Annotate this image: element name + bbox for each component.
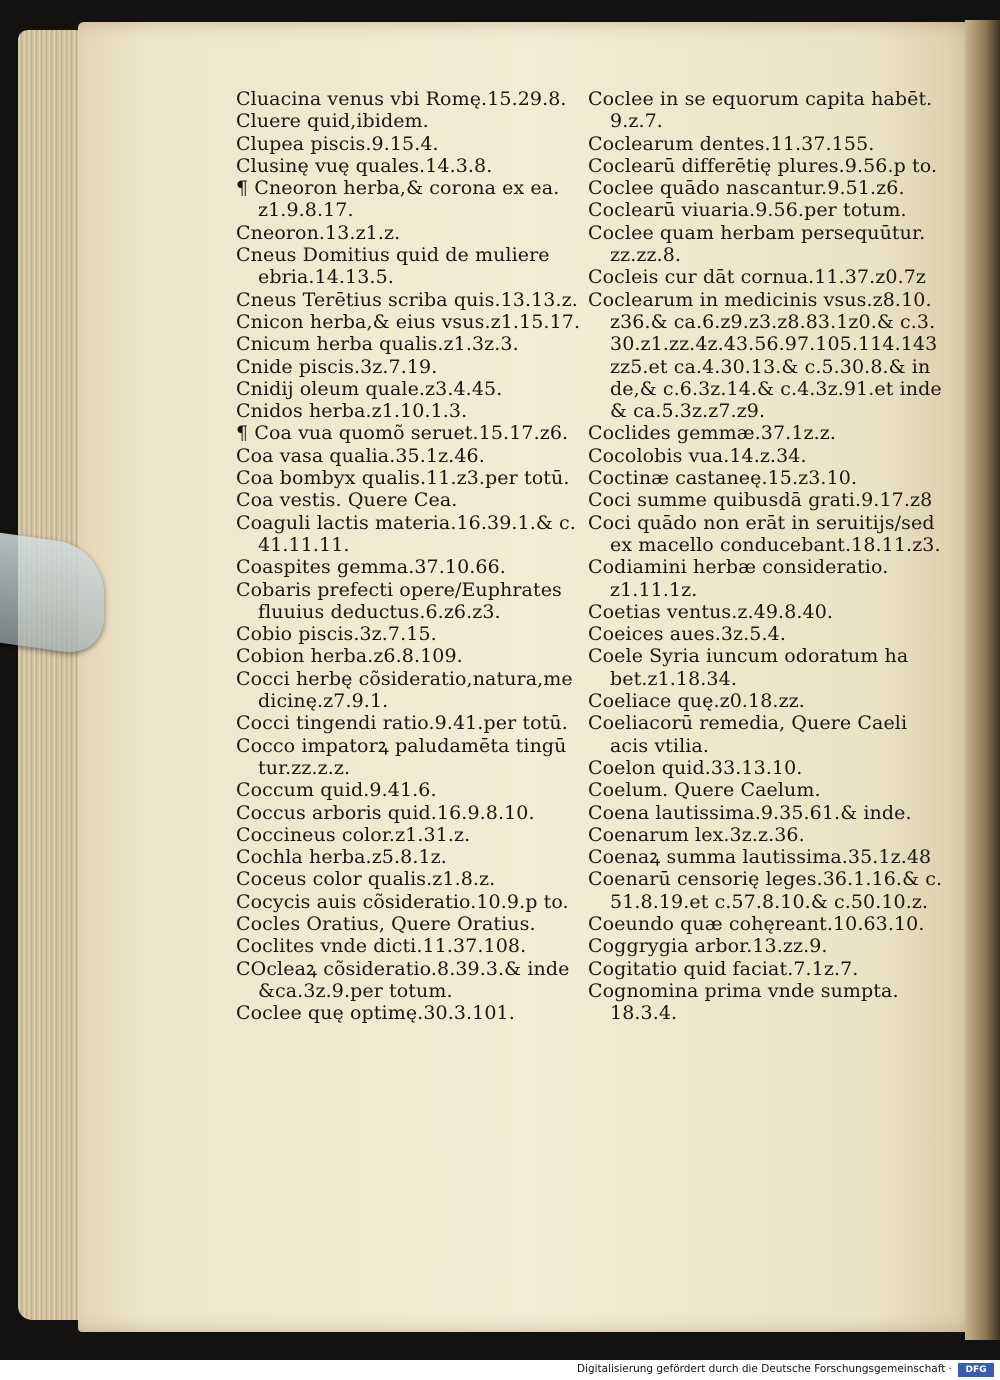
index-entry: Coena lautissima.9.35.61.& inde. (588, 801, 912, 824)
index-column-right (588, 88, 943, 1025)
index-entry: Cobion herba.z6.8.109. (236, 645, 463, 668)
index-entry: ex macello conducebant.18.11.z3. (610, 533, 941, 556)
index-entry: Coeundo quæ cohęreant.10.63.10. (588, 912, 925, 935)
index-entry: Cnidos herba.z1.10.1.3. (236, 400, 468, 423)
index-entry: Coci summe quibusdā grati.9.17.z8 (588, 489, 933, 512)
index-entry: Cobaris prefecti opere/Euphrates (236, 578, 562, 601)
index-entry: Coclearum dentes.11.37.155. (588, 132, 875, 155)
index-entry: ¶ Coa vua quomõ seruet.15.17.z6. (236, 422, 569, 445)
index-entry: Coeliace quę.z0.18.zz. (588, 690, 805, 713)
index-entry: Cocci herbę cõsideratio,natura,me (236, 667, 573, 690)
index-entry: Cocles Oratius, Quere Oratius. (236, 912, 536, 935)
index-entry: Coctinæ castaneę.15.z3.10. (588, 467, 858, 490)
index-entry: Coa vestis. Quere Cea. (236, 489, 458, 512)
index-entry: Cnide piscis.3z.7.19. (236, 355, 438, 378)
index-entry: Coclearū differētię plures.9.56.p to. (588, 154, 938, 177)
index-entry: dicinę.z7.9.1. (258, 690, 389, 713)
index-entry: Cocleis cur dāt cornua.11.37.z0.7z (588, 266, 927, 289)
index-entry: 51.8.19.et c.57.8.10.& c.50.10.z. (610, 890, 929, 913)
index-entry: 30.z1.zz.4z.43.56.97.105.114.143 (610, 333, 938, 356)
index-entry: Coclee quam herbam persequūtur. (588, 221, 926, 244)
index-entry: Cocco impatorꝝ paludamēta tingū (236, 734, 567, 757)
footer-bar (0, 1360, 1000, 1380)
index-entry: Clupea piscis.9.15.4. (236, 132, 439, 155)
dfg-logo-icon: DFG (958, 1363, 994, 1377)
index-entry: Coclearum in medicinis vsus.z8.10. (588, 288, 932, 311)
index-entry: z1.9.8.17. (258, 199, 354, 222)
index-entry: fluuius deductus.6.z6.z3. (258, 600, 501, 623)
index-entry: Coenarum lex.3z.z.36. (588, 823, 805, 846)
index-entry: Cnicum herba qualis.z1.3z.3. (236, 333, 519, 356)
index-column-left (236, 88, 581, 1025)
index-entry: Coclides gemmæ.37.1z.z. (588, 422, 837, 445)
index-entry: 9.z.7. (610, 110, 663, 133)
index-entry: Coa bombyx qualis.11.z3.per totū. (236, 467, 570, 490)
index-entry: Coclee quę optimę.30.3.101. (236, 1002, 515, 1025)
index-entry: Coclee quādo nascantur.9.51.z6. (588, 177, 905, 200)
index-entry: Coaspites gemma.37.10.66. (236, 556, 506, 579)
index-entry: Coaguli lactis materia.16.39.1.& c. (236, 511, 576, 534)
index-entry: COcleaꝝ cõsideratio.8.39.3.& inde (236, 957, 570, 980)
index-entry: Cocycis auis cõsideratio.10.9.p to. (236, 890, 569, 913)
footer-credit: Digitalisierung gefördert durch die Deutsche Forschungsgemeinschaft · (576, 1363, 952, 1375)
index-entry: Coggrygia arbor.13.zz.9. (588, 935, 828, 958)
index-entry: Cognomina prima vnde sumpta. (588, 979, 899, 1002)
index-entry: Coele Syria iuncum odoratum ha (588, 645, 909, 668)
book-gutter (965, 20, 1000, 1340)
index-entry: Cneus Domitius quid de muliere (236, 244, 550, 267)
index-entry: Codiamini herbæ consideratio. (588, 556, 889, 579)
index-entry: &ca.3z.9.per totum. (258, 979, 453, 1002)
index-entry: Cluere quid,ibidem. (236, 110, 429, 133)
index-entry: Coetias ventus.z.49.8.40. (588, 600, 834, 623)
index-entry: 18.3.4. (610, 1002, 678, 1025)
index-entry: Cocolobis vua.14.z.34. (588, 444, 807, 467)
index-entry: 41.11.11. (258, 533, 350, 556)
index-entry: Coclee in se equorum capita habēt. (588, 88, 933, 110)
index-entry: Coelon quid.33.13.10. (588, 756, 803, 779)
index-entry: Coeliacorū remedia, Quere Caeli (588, 712, 908, 735)
index-entry: Coenaꝝ summa lautissima.35.1z.48 (588, 846, 932, 869)
index-entry: Coa vasa qualia.35.1z.46. (236, 444, 485, 467)
index-entry: Cneoron.13.z1.z. (236, 221, 401, 244)
index-entry: Coci quādo non erāt in seruitijs/sed (588, 511, 935, 534)
index-entry: zz.zz.8. (610, 244, 682, 267)
index-entry: z36.& ca.6.z9.z3.z8.83.1z0.& c.3. (610, 310, 936, 333)
index-entry: Cneus Terētius scriba quis.13.13.z. (236, 288, 578, 311)
index-entry: z1.11.1z. (610, 578, 698, 601)
index-entry: Coenarū censorię leges.36.1.16.& c. (588, 868, 943, 891)
index-entry: Coclearū viuaria.9.56.per totum. (588, 199, 907, 222)
index-entry: Coeices aues.3z.5.4. (588, 623, 786, 646)
index-entry: acis vtilia. (610, 734, 710, 757)
index-entry: Cochla herba.z5.8.1z. (236, 846, 447, 869)
index-entry: ¶ Cneoron herba,& corona ex ea. (236, 177, 560, 200)
index-entry: tur.zz.z.z. (258, 756, 351, 779)
index-entry: Coclites vnde dicti.11.37.108. (236, 935, 527, 958)
index-entry: bet.z1.18.34. (610, 667, 737, 690)
index-entry: de,& c.6.3z.14.& c.4.3z.91.et inde (610, 377, 942, 400)
index-entry: Cnicon herba,& eius vsus.z1.15.17. (236, 310, 581, 333)
index-entry: Clusinę vuę quales.14.3.8. (236, 154, 493, 177)
index-entry: Cogitatio quid faciat.7.1z.7. (588, 957, 859, 980)
index-entry: & ca.5.3z.z7.z9. (610, 400, 766, 423)
index-entry: ebria.14.13.5. (258, 266, 394, 289)
index-entry: zz5.et ca.4.30.13.& c.5.30.8.& in (610, 355, 931, 378)
index-entry: Cnidij oleum quale.z3.4.45. (236, 377, 503, 400)
index-entry: Coceus color qualis.z1.8.z. (236, 868, 496, 891)
index-entry: Cobio piscis.3z.7.15. (236, 623, 437, 646)
index-entry: Coelum. Quere Caelum. (588, 779, 821, 802)
index-entry: Cluacina venus vbi Romę.15.29.8. (236, 88, 567, 110)
index-entry: Cocci tingendi ratio.9.41.per totū. (236, 712, 568, 735)
index-entry: Coccus arboris quid.16.9.8.10. (236, 801, 535, 824)
index-entry: Coccum quid.9.41.6. (236, 779, 437, 802)
index-entry: Coccineus color.z1.31.z. (236, 823, 471, 846)
